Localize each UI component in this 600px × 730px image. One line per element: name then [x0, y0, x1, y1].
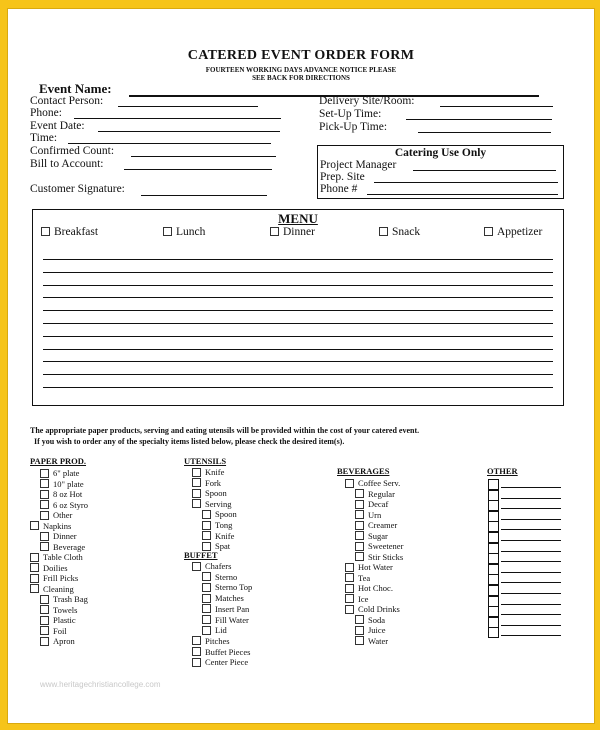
field-label-pick-up-time: Pick-Up Time:: [319, 121, 388, 133]
checkbox-icon[interactable]: [202, 531, 211, 540]
item-label: Serving: [205, 498, 232, 509]
other-header: OTHER: [487, 466, 518, 476]
checkbox-icon[interactable]: [202, 572, 211, 581]
other-write-line[interactable]: [501, 487, 561, 488]
checkbox-icon[interactable]: [345, 573, 354, 582]
item-label: Creamer: [368, 520, 398, 530]
item-label: Spoon: [215, 509, 237, 520]
item-label: Cold Drinks: [358, 604, 400, 614]
checkbox-icon[interactable]: [202, 615, 211, 624]
item-label: 10" plate: [53, 478, 84, 489]
checkbox-icon[interactable]: [355, 500, 364, 509]
item-label: Table Cloth: [43, 552, 83, 562]
item-label: Coffee Serv.: [358, 478, 401, 488]
menu-write-line[interactable]: [43, 310, 553, 311]
item-label: Foil: [53, 625, 67, 636]
item-knife[interactable]: [192, 467, 224, 478]
event-name-label: Event Name:: [39, 81, 112, 96]
other-write-line[interactable]: [501, 540, 561, 541]
checkbox-icon[interactable]: [192, 489, 201, 498]
note-paper-products: The appropriate paper products, serving and eating utensils will be provided within the cost of your catered event.: [30, 426, 420, 435]
phone-number-label: Phone #: [320, 183, 358, 195]
item-label: Pitches: [205, 635, 230, 646]
checkbox-icon[interactable]: [40, 616, 49, 625]
checkbox-icon[interactable]: [40, 532, 49, 541]
item-label: Regular: [368, 488, 395, 499]
checkbox-icon[interactable]: [345, 594, 354, 603]
item-label: Apron: [53, 636, 75, 646]
checkbox-icon[interactable]: [40, 469, 49, 478]
item-label: Hot Choc.: [358, 583, 393, 593]
other-checkbox[interactable]: [488, 543, 499, 554]
other-write-line[interactable]: [501, 604, 561, 605]
item-6-plate[interactable]: [40, 468, 79, 479]
checkbox-icon[interactable]: [41, 227, 50, 236]
item-cold-drinks[interactable]: [345, 604, 400, 615]
item-label: Sterno: [215, 571, 238, 582]
prep-site-field[interactable]: [374, 182, 558, 183]
item-label: Trash Bag: [53, 594, 88, 604]
menu-option-appetizer[interactable]: [484, 226, 542, 238]
checkbox-icon[interactable]: [202, 594, 211, 603]
menu-write-line[interactable]: [43, 259, 553, 260]
menu-option-label: Breakfast: [54, 226, 99, 238]
field-input-set-up-time[interactable]: [406, 119, 552, 120]
other-write-line[interactable]: [501, 625, 561, 626]
checkbox-icon[interactable]: [30, 563, 39, 572]
item-label: Knife: [215, 530, 235, 541]
item-sterno-top[interactable]: [202, 582, 252, 593]
project-manager-field[interactable]: [413, 170, 556, 171]
other-write-line[interactable]: [501, 572, 561, 573]
beverages-header: BEVERAGES: [337, 466, 390, 476]
item-napkins[interactable]: [30, 521, 71, 532]
item-water[interactable]: [355, 636, 388, 647]
item-label: Stir Sticks: [368, 551, 404, 562]
item-label: 6" plate: [53, 468, 80, 478]
item-label: Juice: [368, 625, 386, 635]
other-write-line[interactable]: [501, 582, 561, 583]
checkbox-icon[interactable]: [40, 542, 49, 551]
item-matches[interactable]: [202, 593, 244, 604]
item-label: Urn: [368, 509, 382, 520]
checkbox-icon[interactable]: [355, 542, 364, 551]
checkbox-icon[interactable]: [192, 468, 201, 477]
item-label: Sweetener: [368, 541, 404, 551]
other-write-line[interactable]: [501, 635, 561, 636]
item-regular[interactable]: [355, 489, 395, 500]
item-8-oz-hot[interactable]: [40, 489, 82, 500]
item-spoon[interactable]: [192, 488, 227, 499]
menu-option-label: Lunch: [176, 226, 206, 238]
checkbox-icon[interactable]: [40, 500, 49, 509]
item-soda[interactable]: [355, 615, 385, 626]
field-label-event-date: Event Date:: [30, 120, 85, 132]
catering-use-only-box: [317, 145, 564, 199]
checkbox-icon[interactable]: [345, 584, 354, 593]
item-urn[interactable]: [355, 510, 381, 521]
field-input-contact-person[interactable]: [118, 106, 258, 107]
item-juice[interactable]: [355, 625, 385, 636]
checkbox-icon[interactable]: [192, 478, 201, 487]
item-10-plate[interactable]: [40, 479, 84, 490]
item-sugar[interactable]: [355, 531, 388, 542]
item-tong[interactable]: [202, 520, 232, 531]
field-input-phone[interactable]: [74, 118, 281, 119]
checkbox-icon[interactable]: [345, 563, 354, 572]
form-title: CATERED EVENT ORDER FORM: [187, 48, 415, 63]
checkbox-icon[interactable]: [40, 595, 49, 604]
item-hot-water[interactable]: [345, 562, 393, 573]
utensils-header: UTENSILS: [184, 456, 227, 466]
item-fill-water[interactable]: [202, 615, 249, 626]
checkbox-icon[interactable]: [192, 562, 201, 571]
item-label: Buffet Pieces: [205, 646, 251, 657]
item-label: Lid: [215, 625, 227, 636]
item-other[interactable]: [40, 510, 72, 521]
menu-option-breakfast[interactable]: [41, 226, 98, 238]
checkbox-icon[interactable]: [355, 531, 364, 540]
field-label-phone: Phone:: [30, 107, 62, 119]
other-write-line[interactable]: [501, 508, 561, 509]
menu-write-line[interactable]: [43, 336, 553, 337]
checkbox-icon[interactable]: [40, 605, 49, 614]
checkbox-icon[interactable]: [355, 510, 364, 519]
field-input-bill-to-account[interactable]: [124, 169, 272, 170]
item-trash-bag[interactable]: [40, 594, 88, 605]
customer-signature-field[interactable]: [141, 195, 267, 196]
checkbox-icon[interactable]: [355, 626, 364, 635]
item-center-piece[interactable]: [192, 657, 248, 668]
checkbox-icon[interactable]: [30, 584, 39, 593]
checkbox-icon[interactable]: [30, 553, 39, 562]
menu-option-lunch[interactable]: [163, 226, 205, 238]
menu-title: MENU: [278, 211, 318, 226]
checkbox-icon[interactable]: [355, 615, 364, 624]
field-label-delivery-site-room: Delivery Site/Room:: [319, 95, 415, 107]
item-spoon[interactable]: [202, 509, 237, 520]
item-label: Water: [368, 635, 389, 646]
item-decaf[interactable]: [355, 499, 388, 510]
checkbox-icon[interactable]: [192, 658, 201, 667]
field-label-time: Time:: [30, 132, 58, 144]
item-label: Spoon: [205, 488, 227, 499]
item-serving[interactable]: [192, 499, 231, 510]
checkbox-icon[interactable]: [355, 521, 364, 530]
checkbox-icon[interactable]: [163, 227, 172, 236]
menu-option-dinner[interactable]: [270, 226, 315, 238]
other-write-line[interactable]: [501, 561, 561, 562]
field-input-delivery-site-room[interactable]: [440, 106, 553, 107]
item-label: Sugar: [368, 530, 388, 541]
checkbox-icon[interactable]: [202, 604, 211, 613]
item-sweetener[interactable]: [355, 541, 403, 552]
item-hot-choc[interactable]: [345, 583, 393, 594]
menu-option-label: Dinner: [283, 226, 315, 238]
item-coffee-serv[interactable]: [345, 478, 400, 489]
checkbox-icon[interactable]: [30, 574, 39, 583]
item-label: Beverage: [53, 541, 86, 552]
item-cleaning[interactable]: [30, 584, 74, 595]
menu-write-line[interactable]: [43, 297, 553, 298]
catering-box-title: Catering Use Only: [394, 147, 487, 159]
item-label: Center Piece: [205, 657, 249, 668]
paper-prod-header: PAPER PROD.: [30, 456, 87, 466]
field-label-set-up-time: Set-Up Time:: [319, 108, 382, 120]
item-label: Tea: [358, 572, 371, 583]
other-checkbox[interactable]: [488, 574, 499, 585]
item-stir-sticks[interactable]: [355, 552, 403, 563]
checkbox-icon[interactable]: [484, 227, 493, 236]
field-label-confirmed-count: Confirmed Count:: [30, 145, 115, 157]
checkbox-icon[interactable]: [40, 511, 49, 520]
field-input-time[interactable]: [68, 143, 271, 144]
checkbox-icon[interactable]: [192, 499, 201, 508]
menu-box: [32, 209, 564, 406]
item-label: Spat: [215, 541, 231, 552]
note-specialty-items: If you wish to order any of the specialty items listed below, please check the desired item(s).: [34, 437, 345, 446]
item-sterno[interactable]: [202, 572, 237, 583]
checkbox-icon[interactable]: [355, 636, 364, 645]
item-pitches[interactable]: [192, 636, 230, 647]
other-checkbox[interactable]: [488, 511, 499, 522]
menu-write-line[interactable]: [43, 361, 553, 362]
checkbox-icon[interactable]: [202, 521, 211, 530]
other-checkbox[interactable]: [488, 553, 499, 564]
field-label-bill-to-account: Bill to Account:: [30, 158, 104, 170]
item-label: Insert Pan: [215, 603, 250, 614]
checkbox-icon[interactable]: [192, 636, 201, 645]
other-write-line[interactable]: [501, 593, 561, 594]
other-checkbox[interactable]: [488, 521, 499, 532]
checkbox-icon[interactable]: [345, 605, 354, 614]
checkbox-icon[interactable]: [202, 510, 211, 519]
item-insert-pan[interactable]: [202, 604, 249, 615]
checkbox-icon[interactable]: [192, 647, 201, 656]
item-label: Dinner: [53, 531, 77, 541]
menu-write-line[interactable]: [43, 323, 553, 324]
item-label: Ice: [358, 593, 369, 604]
other-checkbox[interactable]: [488, 500, 499, 511]
other-write-line[interactable]: [501, 519, 561, 520]
catering-phone-field[interactable]: [367, 194, 558, 195]
item-label: Towels: [53, 604, 78, 615]
menu-option-label: Appetizer: [497, 226, 543, 238]
other-checkbox[interactable]: [488, 479, 499, 490]
menu-write-line[interactable]: [43, 349, 553, 350]
form-subtitle-directions: SEE BACK FOR DIRECTIONS: [252, 74, 350, 82]
checkbox-icon[interactable]: [30, 521, 39, 530]
other-checkbox[interactable]: [488, 627, 499, 638]
customer-signature-label: Customer Signature:: [30, 183, 125, 195]
item-apron[interactable]: [40, 636, 75, 647]
item-ice[interactable]: [345, 594, 368, 605]
project-manager-label: Project Manager: [320, 159, 397, 171]
item-frill-picks[interactable]: [30, 573, 78, 584]
form-subtitle-advance-notice: FOURTEEN WORKING DAYS ADVANCE NOTICE PLEASE: [205, 66, 397, 74]
other-write-line[interactable]: [501, 551, 561, 552]
field-input-pick-up-time[interactable]: [418, 132, 551, 133]
item-label: Soda: [368, 614, 385, 625]
item-label: Other: [53, 510, 73, 520]
item-chafers[interactable]: [192, 561, 231, 572]
menu-write-line[interactable]: [43, 374, 553, 375]
item-knife[interactable]: [202, 531, 234, 542]
item-label: Tong: [215, 520, 233, 530]
item-label: Fill Water: [215, 614, 249, 625]
item-label: Fork: [205, 477, 222, 488]
form-page: [7, 8, 595, 724]
item-label: Chafers: [205, 561, 232, 571]
item-label: Knife: [205, 467, 225, 477]
other-write-line[interactable]: [501, 529, 561, 530]
other-write-line[interactable]: [501, 614, 561, 615]
item-creamer[interactable]: [355, 520, 397, 531]
other-checkbox[interactable]: [488, 585, 499, 596]
field-input-confirmed-count[interactable]: [131, 156, 276, 157]
item-label: Napkins: [43, 520, 72, 531]
item-label: Decaf: [368, 499, 389, 509]
field-label-contact-person: Contact Person:: [30, 95, 104, 107]
checkbox-icon[interactable]: [355, 552, 364, 561]
checkbox-icon[interactable]: [202, 626, 211, 635]
other-checkbox[interactable]: [488, 617, 499, 628]
item-plastic[interactable]: [40, 615, 76, 626]
field-input-event-date[interactable]: [98, 131, 280, 132]
other-checkbox[interactable]: [488, 596, 499, 607]
checkbox-icon[interactable]: [40, 479, 49, 488]
buffet-header: BUFFET: [184, 550, 218, 560]
item-label: Hot Water: [358, 562, 393, 572]
item-label: 6 oz Styro: [53, 499, 88, 510]
checkbox-icon[interactable]: [202, 583, 211, 592]
item-beverage[interactable]: [40, 542, 85, 553]
checkbox-icon[interactable]: [379, 227, 388, 236]
other-checkbox[interactable]: [488, 490, 499, 501]
menu-option-snack[interactable]: [379, 226, 420, 238]
checkbox-icon[interactable]: [270, 227, 279, 236]
item-doilies[interactable]: [30, 563, 68, 574]
checkbox-icon[interactable]: [40, 490, 49, 499]
other-checkbox[interactable]: [488, 606, 499, 617]
item-label: Matches: [215, 593, 244, 604]
item-dinner[interactable]: [40, 531, 77, 542]
checkbox-icon[interactable]: [40, 626, 49, 635]
item-fork[interactable]: [192, 478, 221, 489]
item-label: 8 oz Hot: [53, 489, 83, 499]
item-label: Cleaning: [43, 583, 74, 594]
other-write-line[interactable]: [501, 498, 561, 499]
menu-option-label: Snack: [392, 226, 421, 238]
prep-site-label: Prep. Site: [320, 171, 365, 183]
other-checkbox[interactable]: [488, 564, 499, 575]
item-buffet-pieces[interactable]: [192, 647, 250, 658]
item-tea[interactable]: [345, 573, 370, 584]
checkbox-icon[interactable]: [345, 479, 354, 488]
menu-write-line[interactable]: [43, 285, 553, 286]
checkbox-icon[interactable]: [40, 637, 49, 646]
other-checkbox[interactable]: [488, 532, 499, 543]
item-label: Sterno Top: [215, 582, 253, 593]
item-label: Doilies: [43, 562, 68, 573]
item-lid[interactable]: [202, 625, 227, 636]
item-6-oz-styro[interactable]: [40, 500, 88, 511]
menu-write-line[interactable]: [43, 272, 553, 273]
item-label: Frill Picks: [43, 573, 79, 583]
checkbox-icon[interactable]: [355, 489, 364, 498]
item-table-cloth[interactable]: [30, 552, 83, 563]
item-foil[interactable]: [40, 626, 67, 637]
watermark: www.heritagechristiancollege.com: [40, 680, 161, 689]
menu-write-line[interactable]: [43, 387, 553, 388]
item-towels[interactable]: [40, 605, 77, 616]
item-label: Plastic: [53, 615, 76, 625]
